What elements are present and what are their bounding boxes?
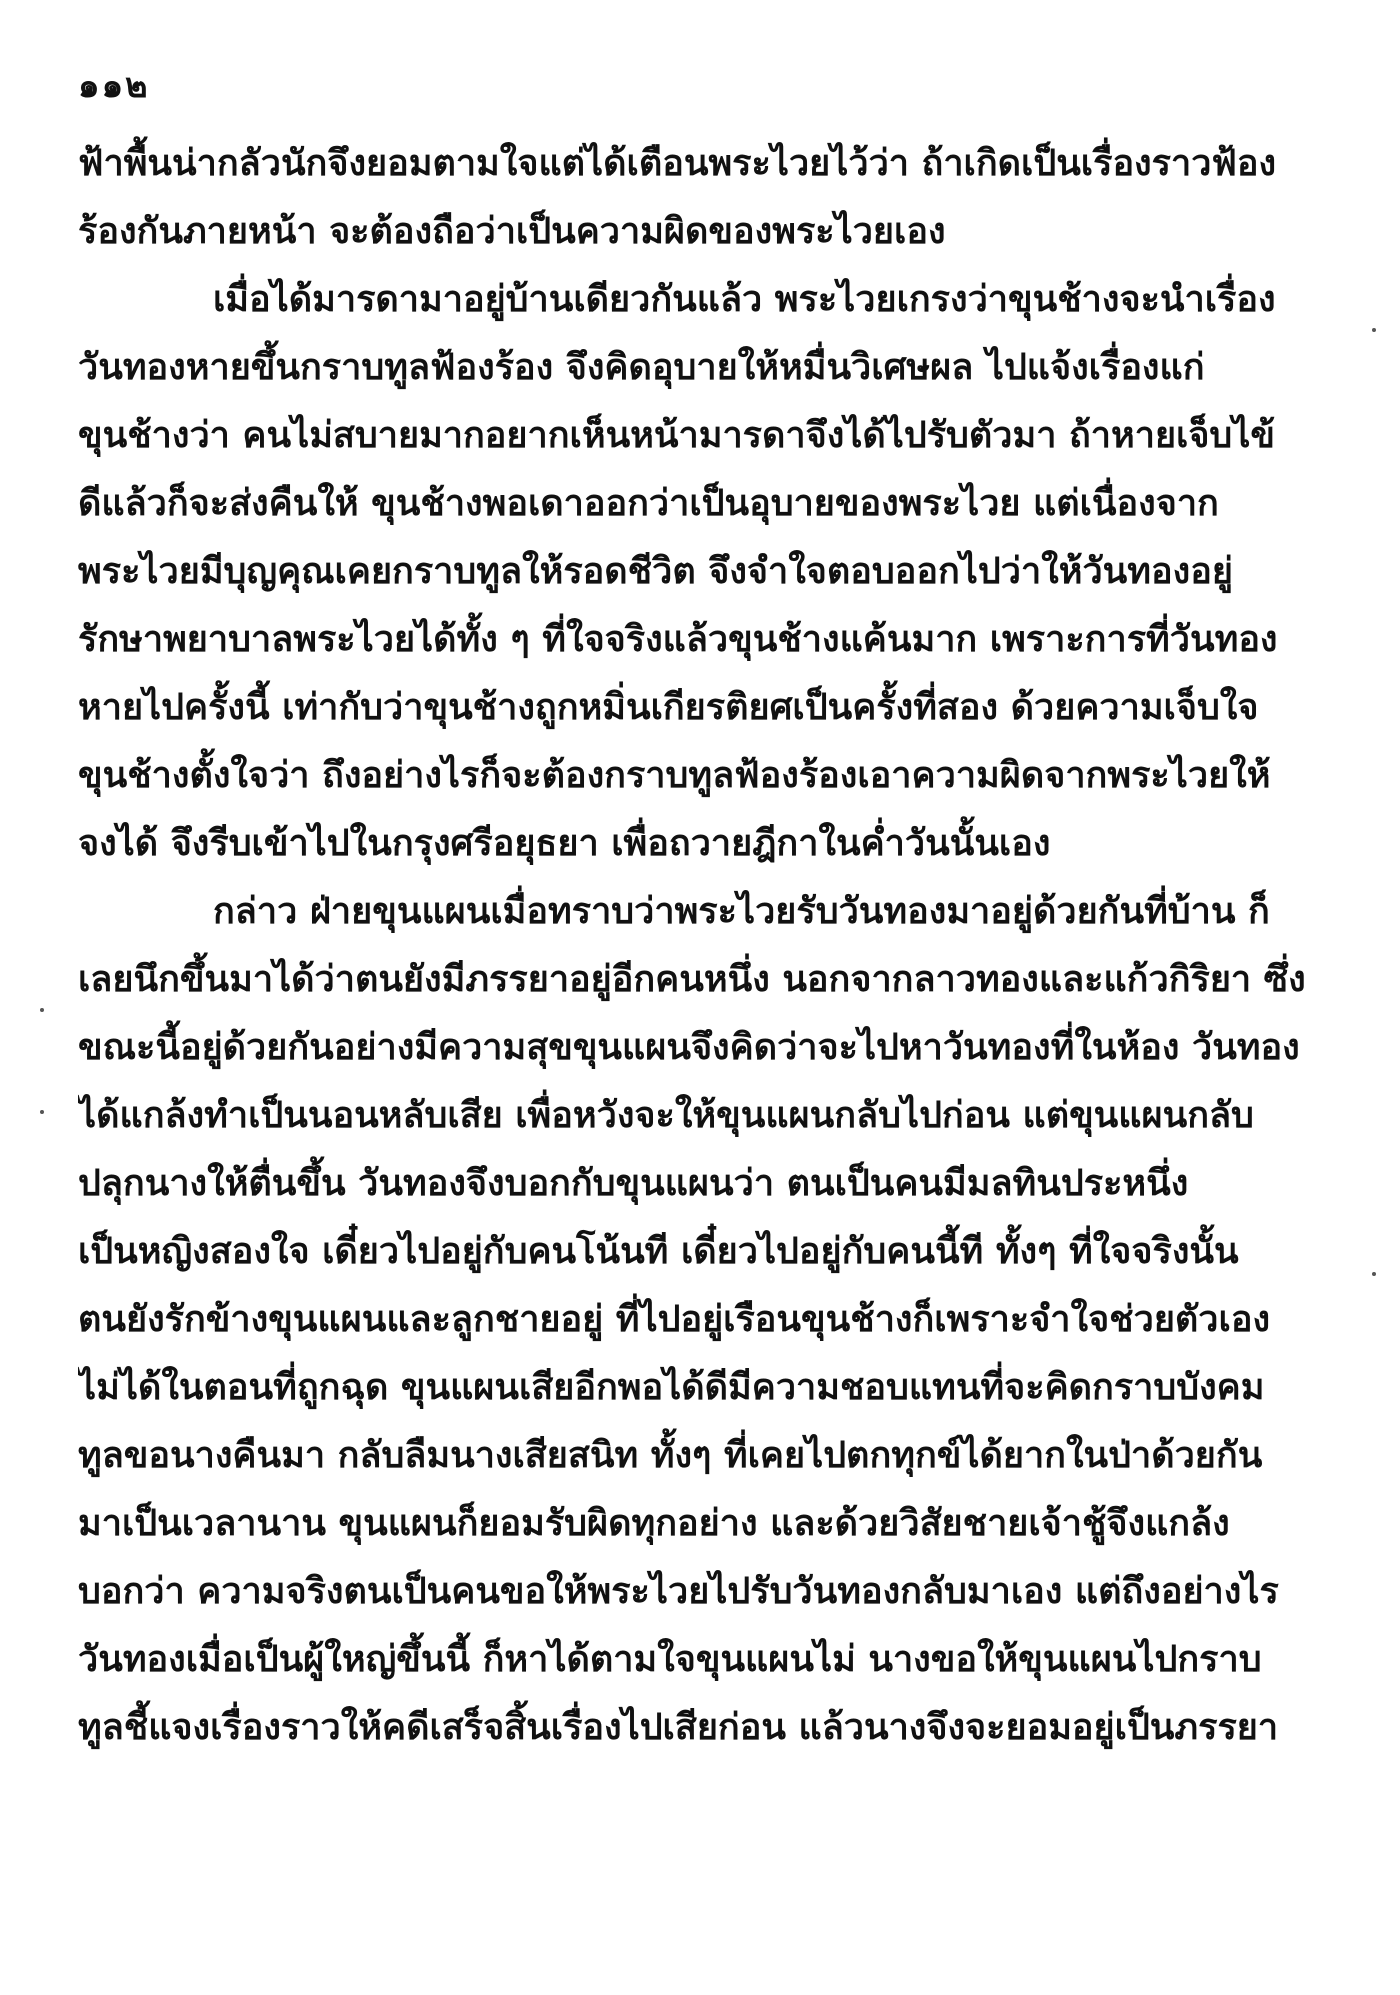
text-line: เลยนึกขึ้นมาได้ว่าตนยังมีภรรยาอยู่อีกคนหนึ่ง นอกจากลาวทองและแก้วกิริยา ซึ่ง [78, 959, 1306, 1000]
text-line: ปลุกนางให้ตื่นขึ้น วันทองจึงบอกกับขุนแผนว่า ตนเป็นคนมีมลทินประหนึ่ง [78, 1163, 1189, 1204]
text-line: รักษาพยาบาลพระไวยได้ทั้ง ๆ ที่ใจจริงแล้วขุนช้างแค้นมาก เพราะการที่วันทอง [78, 619, 1278, 660]
text-line: ขุนช้างตั้งใจว่า ถึงอย่างไรก็จะต้องกราบทูลฟ้องร้องเอาความผิดจากพระไวยให้ [78, 755, 1271, 796]
text-line: วันทองเมื่อเป็นผู้ใหญ่ขึ้นนี้ ก็หาได้ตามใจขุนแผนไม่ นางขอให้ขุนแผนไปกราบ [78, 1639, 1262, 1680]
text-line: กล่าว ฝ่ายขุนแผนเมื่อทราบว่าพระไวยรับวันทองมาอยู่ด้วยกันที่บ้าน ก็ [213, 891, 1270, 932]
text-line: บอกว่า ความจริงตนเป็นคนขอให้พระไวยไปรับวันทองกลับมาเอง แต่ถึงอย่างไร [78, 1571, 1279, 1612]
text-line: ไม่ได้ในตอนที่ถูกฉุด ขุนแผนเสียอีกพอได้ดีมีความชอบแทนที่จะคิดกราบบังคม [78, 1367, 1265, 1408]
text-line: พระไวยมีบุญคุณเคยกราบทูลให้รอดชีวิต จึงจำใจตอบออกไปว่าให้วันทองอยู่ [78, 551, 1233, 592]
text-line: ขณะนี้อยู่ด้วยกันอย่างมีความสุขขุนแผนจึงคิดว่าจะไปหาวันทองที่ในห้อง วันทอง [78, 1027, 1300, 1068]
text-line: วันทองหายขึ้นกราบทูลฟ้องร้อง จึงคิดอุบายให้หมื่นวิเศษผล ไปแจ้งเรื่องแก่ [78, 347, 1205, 388]
scan-speck [1372, 328, 1376, 332]
text-line: ขุนช้างว่า คนไม่สบายมากอยากเห็นหน้ามารดาจึงได้ไปรับตัวมา ถ้าหายเจ็บไข้ [78, 415, 1275, 456]
text-line: ดีแล้วก็จะส่งคืนให้ ขุนช้างพอเดาออกว่าเป็นอุบายของพระไวย แต่เนื่องจาก [78, 483, 1219, 524]
text-line: ทูลชี้แจงเรื่องราวให้คดีเสร็จสิ้นเรื่องไปเสียก่อน แล้วนางจึงจะยอมอยู่เป็นภรรยา [78, 1707, 1279, 1748]
text-line: เมื่อได้มารดามาอยู่บ้านเดียวกันแล้ว พระไวยเกรงว่าขุนช้างจะนำเรื่อง [213, 279, 1276, 320]
text-line: ทูลขอนางคืนมา กลับลืมนางเสียสนิท ทั้งๆ ที่เคยไปตกทุกข์ได้ยากในป่าด้วยกัน [78, 1435, 1263, 1476]
text-line: ได้แกล้งทำเป็นนอนหลับเสีย เพื่อหวังจะให้ขุนแผนกลับไปก่อน แต่ขุนแผนกลับ [78, 1095, 1254, 1136]
text-line: ฟ้าพื้นน่ากลัวนักจึงยอมตามใจแต่ได้เตือนพระไวยไว้ว่า ถ้าเกิดเป็นเรื่องราวฟ้อง [78, 143, 1277, 184]
page-number: ๑๑๒ [78, 66, 150, 106]
text-line: จงได้ จึงรีบเข้าไปในกรุงศรีอยุธยา เพื่อถวายฎีกาในค่ำวันนั้นเอง [78, 823, 1051, 864]
body-text [78, 130, 1328, 1762]
scan-speck [40, 1008, 44, 1012]
text-line: หายไปครั้งนี้ เท่ากับว่าขุนช้างถูกหมิ่นเกียรติยศเป็นครั้งที่สอง ด้วยความเจ็บใจ [78, 687, 1259, 728]
text-line: เป็นหญิงสองใจ เดี๋ยวไปอยู่กับคนโน้นที เดี๋ยวไปอยู่กับคนนี้ที ทั้งๆ ที่ใจจริงนั้น [78, 1231, 1239, 1272]
scan-speck [1372, 1272, 1376, 1276]
scan-speck [40, 1110, 44, 1114]
text-line: ตนยังรักข้างขุนแผนและลูกชายอยู่ ที่ไปอยู่เรือนขุนช้างก็เพราะจำใจช่วยตัวเอง [78, 1299, 1271, 1340]
text-line: มาเป็นเวลานาน ขุนแผนก็ยอมรับผิดทุกอย่าง และด้วยวิสัยชายเจ้าชู้จึงแกล้ง [78, 1503, 1230, 1544]
text-line: ร้องกันภายหน้า จะต้องถือว่าเป็นความผิดของพระไวยเอง [78, 211, 946, 252]
